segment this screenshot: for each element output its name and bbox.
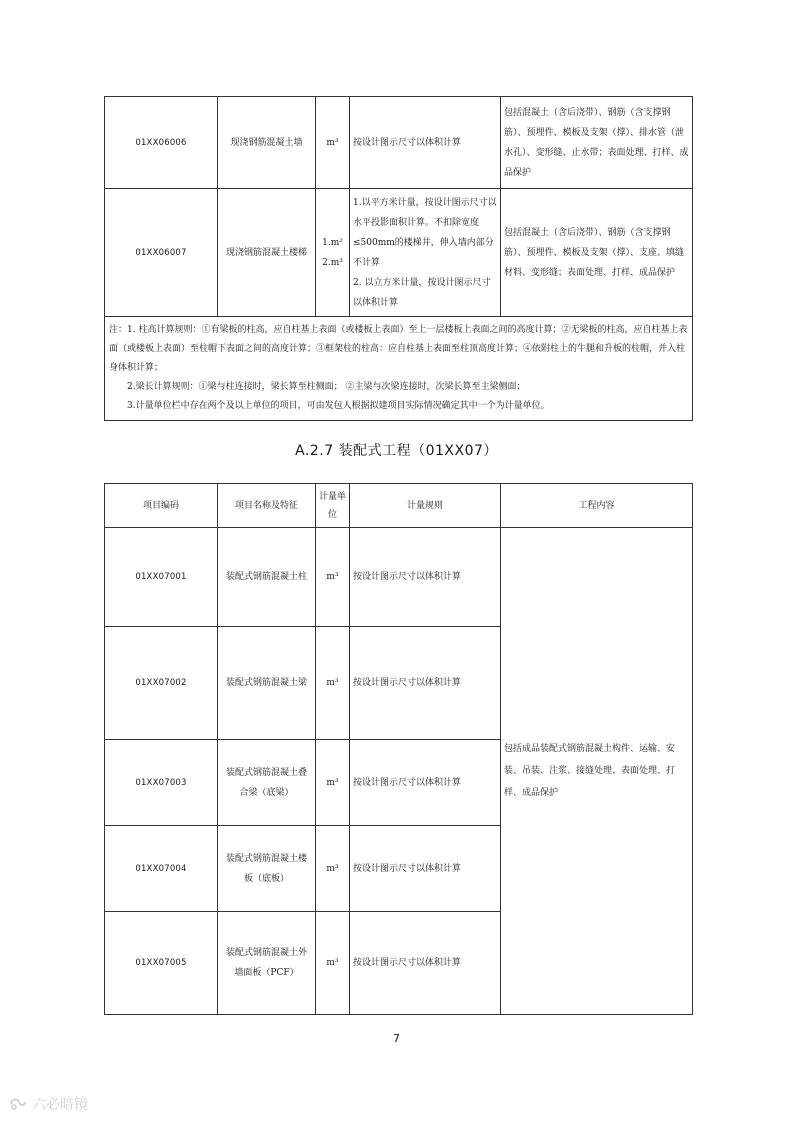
watermark-logo-icon <box>8 1096 28 1112</box>
notes-row <box>105 317 693 421</box>
section-title: A.2.7 装配式工程（01XX07） <box>295 443 498 459</box>
item-name: 现浇钢筋混凝土墙 <box>218 97 316 189</box>
watermark <box>8 1094 88 1114</box>
header-name: 项目名称及特征 <box>218 484 316 528</box>
note-1: 注：1. 柱高计算规则：①有梁板的柱高，应自柱基上表面（或楼板上表面）至上一层楼板上表面之间的高度计算；②无梁板的柱高，应自柱基上表面（或楼板上表面）至柱帽下表面之间的高度计算；③框架柱的柱高：应自柱基上表面至柱顶高度计算；④依附柱上的牛腿和升板的柱帽，并入柱身体积计算； <box>109 325 688 373</box>
item-unit: m³ <box>316 912 350 1015</box>
item-rule: 按设计图示尺寸以体积计算 <box>350 826 501 912</box>
item-unit-line: 1.m² <box>322 237 343 248</box>
table-prefab <box>104 483 693 1015</box>
item-name: 装配式钢筋混凝土楼板（底板） <box>218 826 316 912</box>
note-2: 2.梁长计算规则：①梁与柱连接时，梁长算至柱侧面； ②主梁与次梁连接时，次梁长算至主梁侧面； <box>127 382 526 392</box>
shared-content: 包括成品装配式钢筋混凝土构件、运输、安装、吊装、注浆、接缝处理、表面处理、打样、成品保护 <box>501 528 693 1015</box>
item-unit: m³ <box>316 97 350 189</box>
header-unit: 计量单位 <box>316 484 350 528</box>
item-code: 01XX07004 <box>105 826 218 912</box>
item-unit: m³ <box>316 528 350 627</box>
watermark-text: 六必暗镜 <box>32 1097 88 1113</box>
item-content: 包括混凝土（含后浇带）、钢筋（含支撑钢筋）、预埋件、模板及支架（撑）、排水管（泄水孔）、变形缝、止水带；表面处理、打样、成品保护 <box>501 97 693 189</box>
item-rule: 按设计图示尺寸以体积计算 <box>350 627 501 740</box>
item-code: 01XX07001 <box>105 528 218 627</box>
page-number: 7 <box>393 1032 400 1045</box>
note-3: 3.计量单位栏中存在两个及以上单位的项目，可由发包人根据拟建项目实际情况确定其中一个为计量单位。 <box>127 401 550 411</box>
table-row <box>105 97 693 189</box>
item-rule: 按设计图示尺寸以体积计算 <box>350 528 501 627</box>
table-header <box>105 484 693 528</box>
item-rule: 1.以平方米计量，按设计图示尺寸以水平投影面积计算。不扣除宽度≤500mm的楼梯井，伸入墙内部分不计算 2. 以立方米计量，按设计图示尺寸以体积计算 <box>350 189 501 317</box>
item-code: 01XX06006 <box>105 97 218 189</box>
item-unit <box>316 189 350 317</box>
header-code: 项目编码 <box>105 484 218 528</box>
item-name: 装配式钢筋混凝土柱 <box>218 528 316 627</box>
item-unit: m³ <box>316 740 350 826</box>
item-name: 装配式钢筋混凝土叠合梁（底梁） <box>218 740 316 826</box>
item-code: 01XX07005 <box>105 912 218 1015</box>
header-content: 工程内容 <box>501 484 693 528</box>
item-code: 01XX07003 <box>105 740 218 826</box>
item-name: 现浇钢筋混凝土楼梯 <box>218 189 316 317</box>
item-unit: m³ <box>316 627 350 740</box>
item-name: 装配式钢筋混凝土梁 <box>218 627 316 740</box>
table-row <box>105 528 693 627</box>
item-content: 包括混凝土（含后浇带）、钢筋（含支撑钢筋）、预埋件、模板及支架（撑）、支座、填缝材料、变形缝；表面处理、打样、成品保护 <box>501 189 693 317</box>
table-row <box>105 189 693 317</box>
table-notes <box>105 317 693 421</box>
item-rule: 按设计图示尺寸以体积计算 <box>350 97 501 189</box>
item-name: 装配式钢筋混凝土外墙面板（PCF） <box>218 912 316 1015</box>
item-unit: m³ <box>316 826 350 912</box>
item-code: 01XX06007 <box>105 189 218 317</box>
item-rule: 按设计图示尺寸以体积计算 <box>350 740 501 826</box>
item-code: 01XX07002 <box>105 627 218 740</box>
item-unit-line: 2.m³ <box>322 257 343 268</box>
item-rule: 按设计图示尺寸以体积计算 <box>350 912 501 1015</box>
table-continued <box>104 96 693 421</box>
header-rule: 计量规则 <box>350 484 501 528</box>
